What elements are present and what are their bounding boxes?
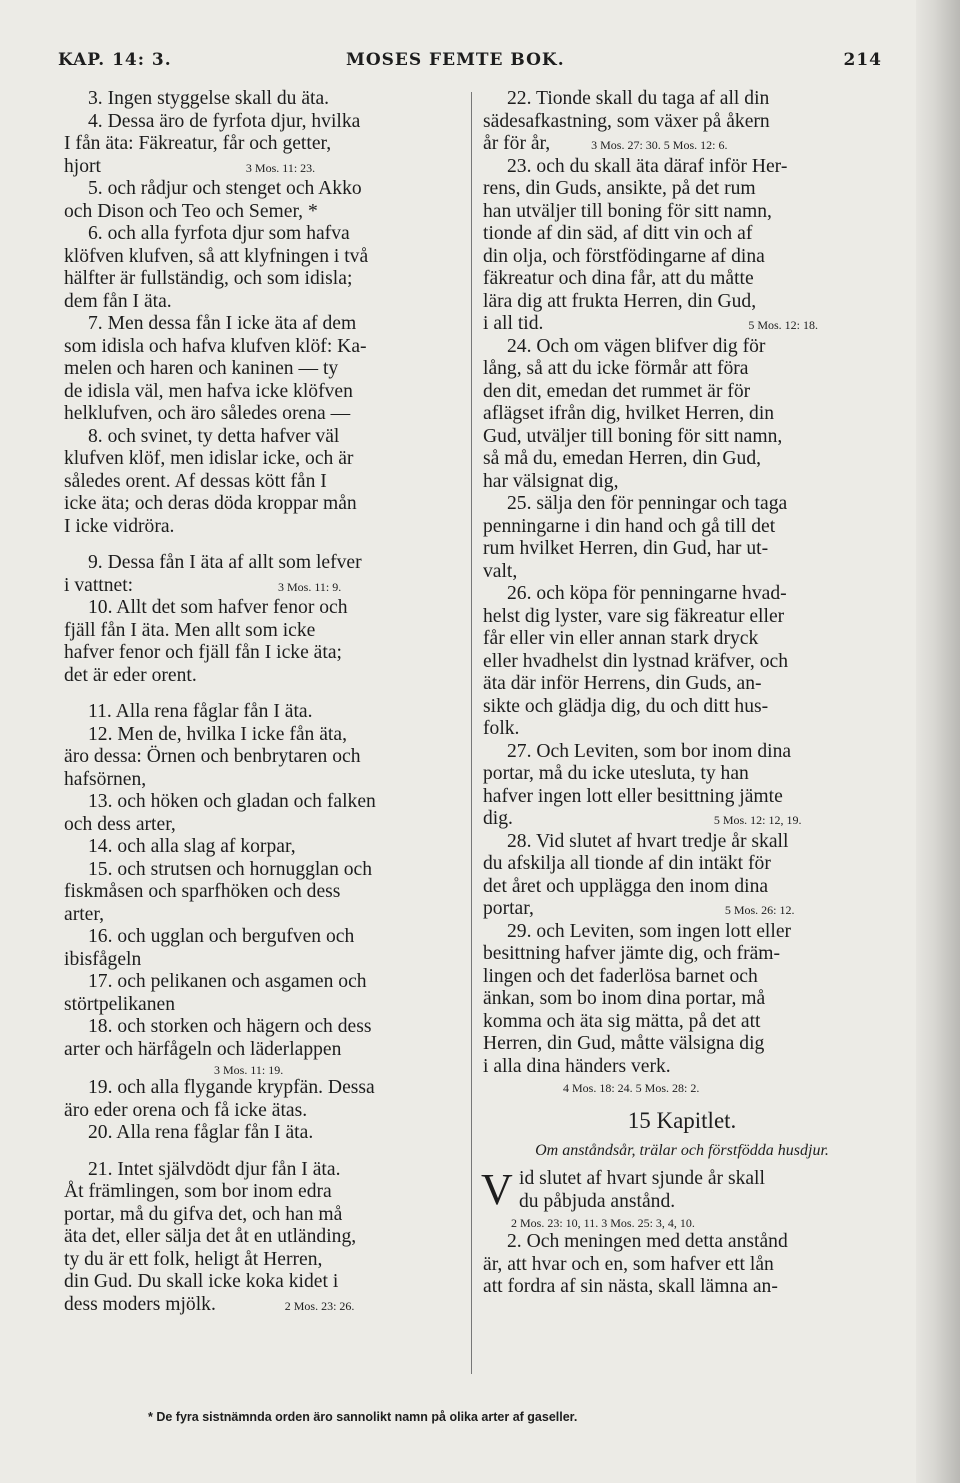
- cross-reference: 5 Mos. 12: 18.: [748, 318, 819, 332]
- verse-15: 15. och strutsen och hornugglan och: [88, 858, 373, 880]
- verse-line: klöfven klufven, så att klyfningen i två: [64, 245, 369, 267]
- chapter-15-verse-2: 2. Och meningen med detta anstånd: [507, 1231, 788, 1252]
- verse-line: det året och upplägga den inom dina: [483, 875, 769, 897]
- footnote: * De fyra sistnämnda orden äro sannolikt namn på olika arter af gaseller.: [148, 1410, 578, 1424]
- verse-text: i vattnet:: [64, 574, 134, 596]
- verse-line: Gud, utväljer till boning för sitt namn,: [483, 425, 783, 447]
- verse-line: hafsörnen,: [64, 768, 147, 790]
- verse-line: hafver ingen lott eller besittning jämte: [483, 785, 783, 807]
- verse-line: eller hvadhelst din lystnad kräfver, och: [483, 650, 788, 672]
- verse-line: änkan, som bo inom dina portar, må: [483, 988, 766, 1009]
- verse-6: 6. och alla fyrfota djur som hafva: [88, 223, 350, 244]
- verse-line: portar, må du icke utesluta, ty han: [483, 763, 749, 784]
- verse-line: Herren, din Gud, måtte välsigna dig: [483, 1033, 765, 1054]
- header-book-title: MOSES FEMTE BOK.: [346, 50, 565, 70]
- verse-4: 4. Dessa äro de fyrfota djur, hvilka: [88, 110, 361, 132]
- verse-line: penningarne i din hand och gå till det: [483, 515, 776, 537]
- verse-line: sikte och glädja dig, du och ditt hus-: [483, 695, 769, 717]
- cross-reference: 5 Mos. 26: 12.: [724, 903, 795, 917]
- verse-line: valt,: [483, 560, 518, 582]
- verse-line: så må du, emedan Herren, din Gud,: [483, 448, 762, 469]
- verse-23: 23. och du skall äta däraf inför Her-: [507, 155, 788, 177]
- verse-9: 9. Dessa fån I äta af allt som lefver: [88, 552, 362, 573]
- verse-line: besittning hafver jämte dig, och främ-: [483, 943, 781, 964]
- verse-line: han utväljer till boning för sitt namn,: [483, 200, 772, 222]
- running-header: [58, 50, 882, 82]
- verse-line: fiskmåsen och sparfhöken och dess: [64, 881, 341, 902]
- verse-line: har välsignat dig,: [483, 470, 619, 492]
- cross-reference: 4 Mos. 18: 24. 5 Mos. 28: 2.: [563, 1081, 700, 1095]
- verse-text: dig.: [483, 808, 513, 829]
- cross-reference: 3 Mos. 11: 23.: [245, 160, 316, 175]
- verse-line: id slutet af hvart sjunde år skall: [519, 1168, 765, 1189]
- verse-line: att fordra af sin nästa, skall lämna an-: [483, 1276, 778, 1297]
- verse-29: 29. och Leviten, som ingen lott eller: [507, 920, 792, 942]
- verse-line: din olja, och förstfödingarne af dina: [483, 245, 765, 267]
- verse-8: 8. och svinet, ty detta hafver väl: [88, 425, 340, 447]
- cross-reference: 2 Mos. 23: 26.: [284, 1298, 355, 1313]
- verse-line: lång, så att du icke förmår att föra: [483, 358, 749, 379]
- verse-line: det är eder orent.: [64, 664, 197, 686]
- verse-line: lingen och det faderlösa barnet och: [483, 965, 758, 987]
- verse-line: ibisfågeln: [64, 948, 142, 970]
- verse-line: de idisla väl, men hafva icke klöfven: [64, 380, 353, 402]
- verse-18: 18. och storken och hägern och dess: [88, 1016, 372, 1037]
- verse-line: [64, 575, 464, 598]
- cross-reference: 2 Mos. 23: 10, 11. 3 Mos. 25: 3, 4, 10.: [511, 1216, 695, 1230]
- verse-line: fjäll fån I äta. Men allt som icke: [64, 619, 316, 641]
- verse-line: [64, 156, 464, 179]
- page-edge-shadow: [916, 0, 960, 1483]
- verse-line: äta där inför Herrens, din Guds, an-: [483, 673, 762, 694]
- verse-text: portar,: [483, 898, 534, 919]
- verse-22: 22. Tionde skall du taga af all din: [507, 88, 770, 109]
- verse-line: melen och haren och kaninen — ty: [64, 358, 339, 379]
- verse-line: störtpelikanen: [64, 993, 175, 1015]
- verse-line: äro dessa: Örnen och benbrytaren och: [64, 746, 361, 767]
- verse-line: hafver fenor och fjäll fån I icke äta;: [64, 642, 342, 663]
- verse-21: 21. Intet självdödt djur fån I äta.: [88, 1158, 341, 1180]
- verse-line: är, att hvar och en, som hafver ett lån: [483, 1253, 774, 1275]
- verse-line: arter och härfågeln och läderlappen: [64, 1038, 342, 1060]
- verse-line: du påbjuda anstånd.: [519, 1190, 676, 1212]
- chapter-summary: Om anståndsår, trälar och förstfödda husdjur.: [535, 1142, 829, 1159]
- column-divider: [471, 92, 472, 1374]
- verse-12: 12. Men de, hvilka I icke fån äta,: [88, 723, 347, 745]
- verse-line: äta det, eller sälja det åt en utländing,: [64, 1226, 357, 1247]
- verse-14: 14. och alla slag af korpar,: [88, 836, 296, 857]
- verse-line: folk.: [483, 718, 520, 739]
- verse-28: 28. Vid slutet af hvart tredje år skall: [507, 830, 789, 852]
- header-chapter: KAP. 14: 3.: [58, 50, 172, 70]
- verse-line: hälfter är fullständig, och som idisla;: [64, 268, 353, 289]
- chapter-title: 15 Kapitlet.: [627, 1108, 737, 1133]
- verse-line: som idisla och hafva klufven klöf: Ka-: [64, 335, 367, 357]
- verse-line: komma och äta sig mätta, på det att: [483, 1010, 761, 1032]
- chapter-15-verse-1: [481, 1165, 881, 1214]
- verse-line: [483, 313, 881, 336]
- cross-reference-line: [483, 1213, 881, 1231]
- verse-13: 13. och höken och gladan och falken: [88, 791, 376, 812]
- verse-line: således orent. Af dessas kött fån I: [64, 470, 327, 492]
- verse-line: [483, 808, 881, 831]
- verse-line: portar, må du gifva det, och han må: [64, 1203, 343, 1225]
- verse-20: 20. Alla rena fåglar fån I äta.: [88, 1122, 314, 1143]
- verse-27: 27. Och Leviten, som bor inom dina: [507, 740, 792, 762]
- drop-cap: V: [481, 1165, 513, 1214]
- verse-line: arter,: [64, 903, 105, 925]
- verse-line: i alla dina händers verk.: [483, 1055, 671, 1077]
- cross-reference-line: [483, 1078, 881, 1096]
- verse-19: 19. och alla flygande krypfän. Dessa: [88, 1077, 375, 1098]
- cross-reference-line: [64, 1061, 464, 1077]
- right-column: [483, 88, 881, 1299]
- verse-line: tionde af din säd, af ditt vin och af: [483, 223, 753, 244]
- verse-line: aflägset ifrån dig, hvilket Herren, din: [483, 403, 775, 424]
- verse-line: lära dig att frukta Herren, din Gud,: [483, 290, 757, 312]
- verse-line: helklufven, och äro således orena —: [64, 403, 351, 424]
- verse-11: 11. Alla rena fåglar fån I äta.: [88, 701, 313, 722]
- verse-line: I fån äta: Fäkreatur, får och getter,: [64, 133, 332, 154]
- verse-line: och dess arter,: [64, 813, 176, 835]
- verse-line: sädesafkastning, som växer på åkern: [483, 110, 770, 132]
- verse-line: fäkreatur och dina får, att du måtte: [483, 268, 754, 289]
- cross-reference: 5 Mos. 12: 12, 19.: [713, 813, 802, 827]
- verse-line: I icke vidröra.: [64, 515, 175, 537]
- verse-7: 7. Men dessa fån I icke äta af dem: [88, 313, 357, 334]
- verse-line: Åt främlingen, som bor inom edra: [64, 1181, 332, 1202]
- verse-line: din Gud. Du skall icke koka kidet i: [64, 1271, 339, 1292]
- header-page-number: 214: [843, 50, 882, 70]
- verse-line: helst dig lyster, vare sig fäkreatur eller: [483, 605, 785, 627]
- verse-text: år för år,: [483, 133, 551, 154]
- verse-3: 3. Ingen styggelse skall du äta.: [88, 88, 330, 109]
- verse-line: icke äta; och deras döda kroppar mån: [64, 493, 357, 514]
- verse-line: dem fån I äta.: [64, 290, 172, 312]
- verse-line: och Dison och Teo och Semer, *: [64, 200, 318, 222]
- verse-24: 24. Och om vägen blifver dig för: [507, 335, 766, 357]
- verse-line: den dit, emedan det rummet är för: [483, 380, 751, 402]
- cross-reference: 3 Mos. 11: 19.: [214, 1063, 284, 1077]
- verse-line: äro eder orena och få icke ätas.: [64, 1099, 308, 1121]
- verse-5: 5. och rådjur och stenget och Akko: [88, 178, 362, 199]
- verse-line: [483, 898, 881, 921]
- verse-line: rens, din Guds, ansikte, på det rum: [483, 178, 756, 199]
- verse-line: [483, 133, 881, 156]
- verse-line: får eller vin eller annan stark dryck: [483, 628, 759, 649]
- verse-line: du afskilja all tionde af din intäkt för: [483, 853, 771, 874]
- verse-17: 17. och pelikanen och asgamen och: [88, 971, 367, 992]
- verse-25: 25. sälja den för penningar och taga: [507, 493, 788, 514]
- verse-26: 26. och köpa för penningarne hvad-: [507, 583, 787, 604]
- verse-10: 10. Allt det som hafver fenor och: [88, 597, 348, 618]
- verse-line: rum hvilket Herren, din Gud, har ut-: [483, 538, 769, 559]
- verse-text: dess moders mjölk.: [64, 1293, 216, 1315]
- verse-16: 16. och ugglan och bergufven och: [88, 926, 355, 947]
- verse-text: i all tid.: [483, 313, 544, 334]
- cross-reference: 3 Mos. 27: 30. 5 Mos. 12: 6.: [591, 138, 728, 152]
- cross-reference: 3 Mos. 11: 9.: [278, 579, 342, 594]
- verse-text: hjort: [64, 155, 102, 177]
- verse-line: klufven klöf, men idislar icke, och är: [64, 448, 354, 469]
- verse-line: ty du är ett folk, heligt åt Herren,: [64, 1248, 323, 1270]
- left-column: [64, 88, 464, 1316]
- verse-line: [64, 1294, 464, 1317]
